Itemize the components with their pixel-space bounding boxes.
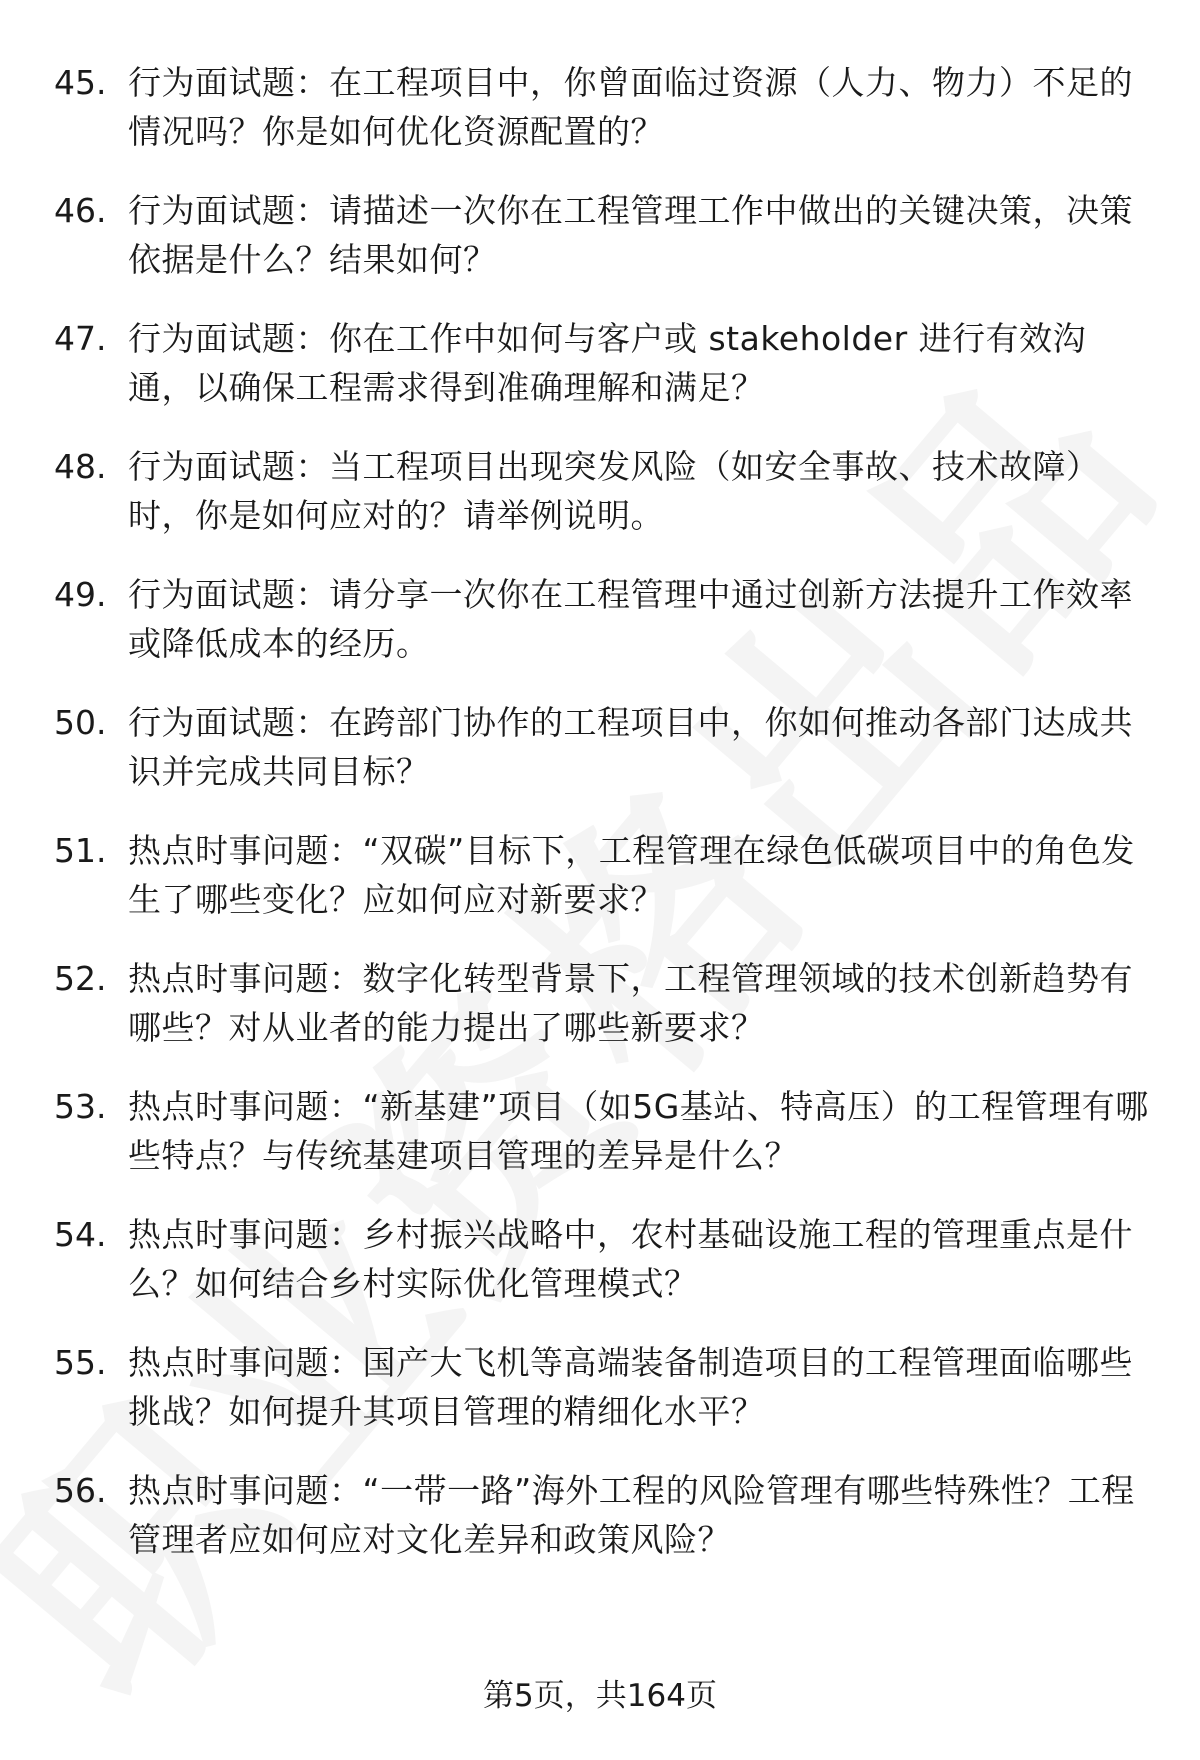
question-text: 行为面试题：你在工作中如何与客户或 stakeholder 进行有效沟通，以确保工程需求得到准确理解和满足？ [128,319,1087,407]
question-item [0,1210,1200,1338]
question-number: 48. [54,447,107,486]
question-list [0,58,1200,1594]
question-number: 45. [54,63,107,102]
question-item [0,954,1200,1082]
question-item [0,570,1200,698]
question-text: 热点时事问题：“一带一路”海外工程的风险管理有哪些特殊性？工程管理者应如何应对文化差异和政策风险？ [128,1471,1135,1559]
question-item [0,314,1200,442]
question-item [0,1082,1200,1210]
question-number: 50. [54,703,107,742]
question-text: 行为面试题：请分享一次你在工程管理中通过创新方法提升工作效率或降低成本的经历。 [128,575,1133,663]
question-number: 54. [54,1215,107,1254]
question-item [0,186,1200,314]
page-indicator: 第5页，共164页 [483,1678,717,1714]
question-text: 行为面试题：当工程项目出现突发风险（如安全事故、技术故障）时，你是如何应对的？请举例说明。 [128,447,1100,535]
question-number: 55. [54,1343,107,1382]
question-item [0,826,1200,954]
question-item [0,1338,1200,1466]
question-text: 行为面试题：在工程项目中，你曾面临过资源（人力、物力）不足的情况吗？你是如何优化资源配置的？ [128,63,1133,151]
question-number: 52. [54,959,107,998]
question-text: 热点时事问题：“双碳”目标下，工程管理在绿色低碳项目中的角色发生了哪些变化？应如何应对新要求？ [128,831,1135,919]
question-text: 行为面试题：请描述一次你在工程管理工作中做出的关键决策，决策依据是什么？结果如何？ [128,191,1133,279]
question-number: 46. [54,191,107,230]
question-text: 热点时事问题：国产大飞机等高端装备制造项目的工程管理面临哪些挑战？如何提升其项目管理的精细化水平？ [128,1343,1133,1431]
question-number: 51. [54,831,107,870]
question-number: 49. [54,575,107,614]
question-text: 热点时事问题：数字化转型背景下，工程管理领域的技术创新趋势有哪些？对从业者的能力提出了哪些新要求？ [128,959,1133,1047]
question-number: 53. [54,1087,107,1126]
question-item [0,442,1200,570]
question-text: 热点时事问题：“新基建”项目（如5G基站、特高压）的工程管理有哪些特点？与传统基建项目管理的差异是什么？ [128,1087,1149,1175]
question-item [0,58,1200,186]
question-text: 热点时事问题：乡村振兴战略中，农村基础设施工程的管理重点是什么？如何结合乡村实际优化管理模式？ [128,1215,1133,1303]
question-text: 行为面试题：在跨部门协作的工程项目中，你如何推动各部门达成共识并完成共同目标？ [128,703,1133,791]
question-item [0,1466,1200,1594]
question-number: 47. [54,319,107,358]
question-item [0,698,1200,826]
question-number: 56. [54,1471,107,1510]
